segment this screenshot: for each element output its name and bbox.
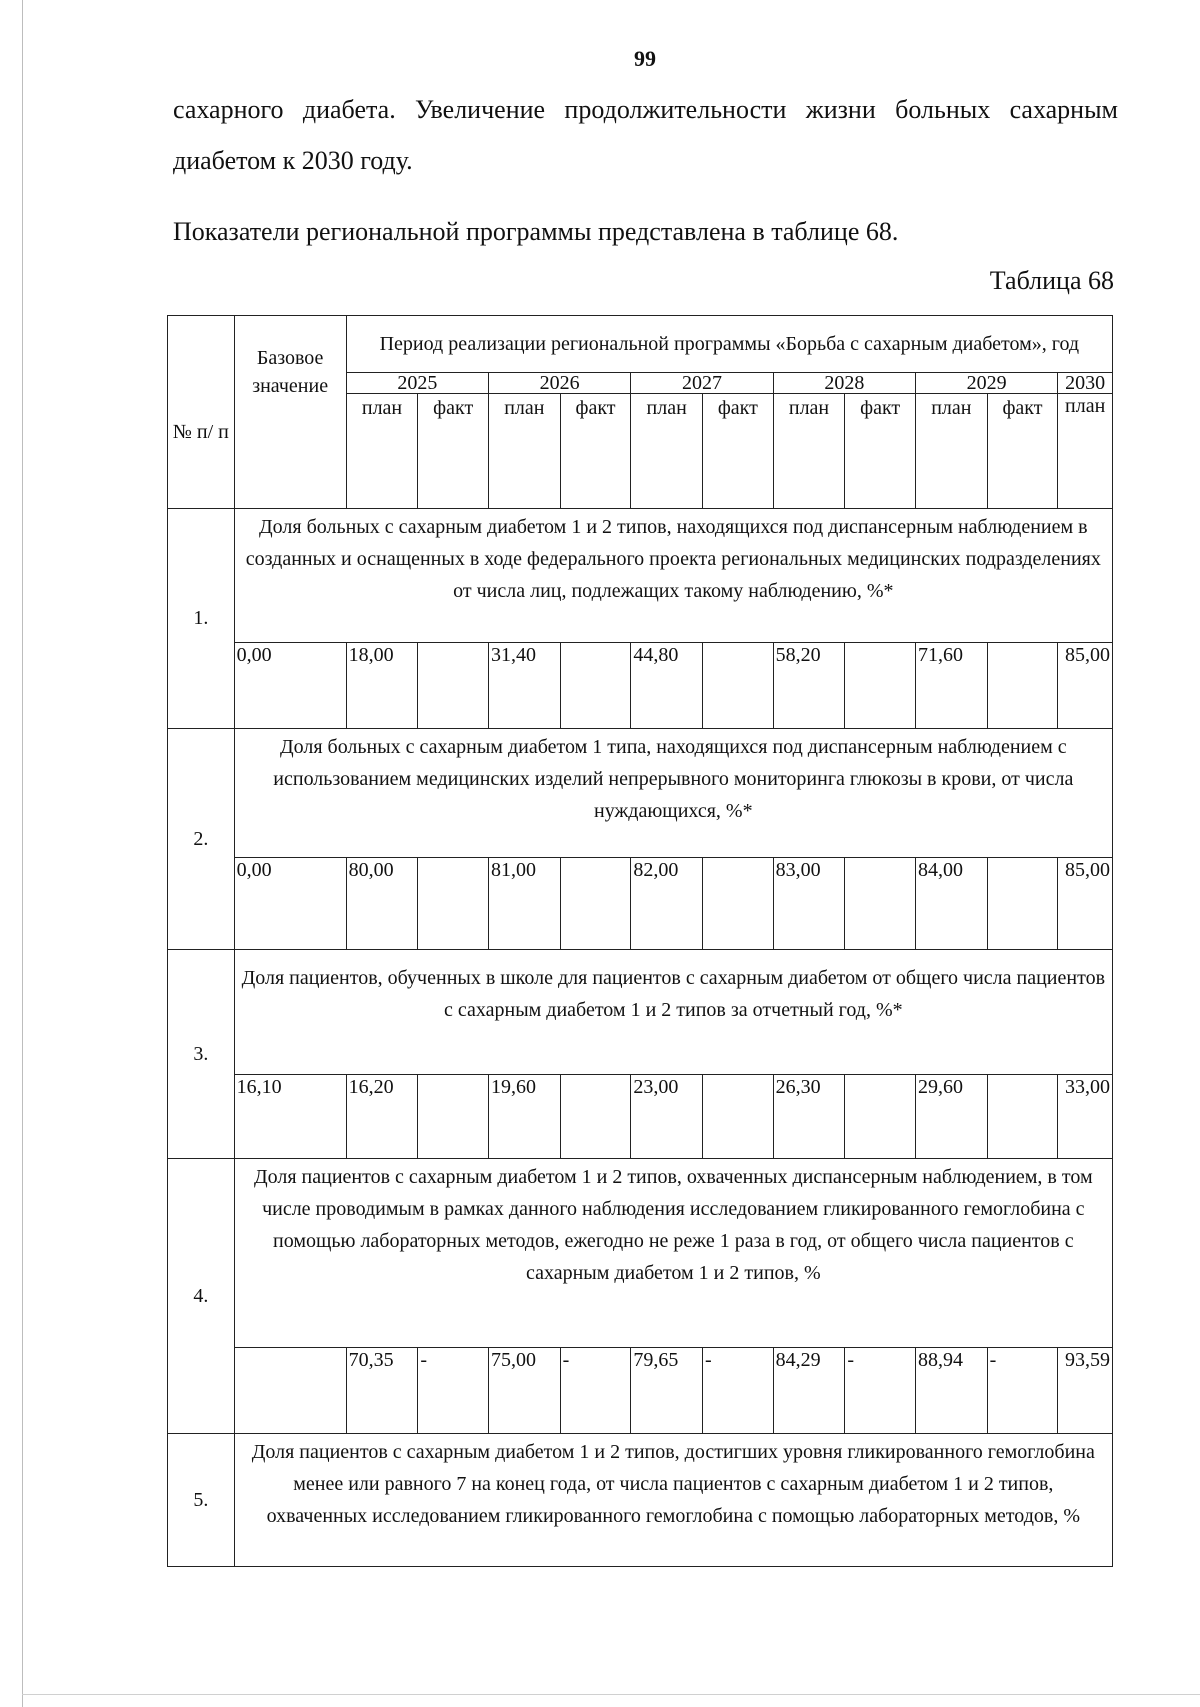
- value-cell: [703, 1075, 774, 1159]
- plan-label: план: [773, 394, 845, 509]
- value-cell: [987, 1075, 1058, 1159]
- indicators-table: [167, 315, 1113, 1567]
- value-cell: 58,20: [773, 643, 845, 729]
- value-cell: -: [845, 1348, 916, 1434]
- intro-paragraph: сахарного диабета. Увеличение продолжительности жизни больных сахарным диабетом к 2030 году.: [173, 95, 1118, 175]
- plan-label: план: [489, 394, 561, 509]
- value-cell: 85,00: [1058, 858, 1113, 950]
- indicator-4-values-row: [168, 1348, 1113, 1434]
- value-cell: [560, 643, 631, 729]
- indicator-1-description-row: [168, 509, 1113, 643]
- value-cell: [560, 1075, 631, 1159]
- value-cell: 71,60: [915, 643, 987, 729]
- value-cell: 16,20: [346, 1075, 418, 1159]
- indicator-3-values-row: [168, 1075, 1113, 1159]
- year-2030: 2030: [1058, 373, 1113, 394]
- header-period: Период реализации региональной программы «Борьба с сахарным диабетом», год: [346, 316, 1112, 373]
- value-cell: [987, 643, 1058, 729]
- value-cell: 29,60: [915, 1075, 987, 1159]
- value-cell: 88,94: [915, 1348, 987, 1434]
- year-2026: 2026: [489, 373, 631, 394]
- indicator-2-description-row: [168, 729, 1113, 858]
- year-2027: 2027: [631, 373, 773, 394]
- fact-label: факт: [845, 394, 916, 509]
- indicator-description: Доля пациентов с сахарным диабетом 1 и 2 типов, охваченных диспансерным наблюдением, в том числе проводимым в рамках данного наблюдения исследованием гликированного гемоглобина с помощью лабораторных методов, ежегодно не реже 1 раза в год, от общего числа пациентов с сахарным диабетом 1 и 2 типов, %: [234, 1159, 1112, 1348]
- value-cell: [703, 643, 774, 729]
- value-cell: 70,35: [346, 1348, 418, 1434]
- value-cell: 75,00: [489, 1348, 561, 1434]
- value-cell: 81,00: [489, 858, 561, 950]
- scan-bottom-line: [22, 1694, 1200, 1695]
- indicator-description: Доля пациентов, обученных в школе для пациентов с сахарным диабетом от общего числа пациентов с сахарным диабетом 1 и 2 типов за отчетный год, %*: [234, 950, 1112, 1075]
- row-number: 2.: [168, 729, 235, 950]
- indicator-4-description-row: [168, 1159, 1113, 1348]
- fact-label: факт: [703, 394, 774, 509]
- fact-label: факт: [987, 394, 1058, 509]
- year-2028: 2028: [773, 373, 915, 394]
- indicator-5-description-row: [168, 1434, 1113, 1567]
- plan-label: план: [346, 394, 418, 509]
- table-caption: Таблица 68: [989, 266, 1114, 295]
- base-value-cell: 0,00: [234, 858, 346, 950]
- indicator-1-values-row: [168, 643, 1113, 729]
- header-number: № п/ п: [168, 316, 235, 509]
- value-cell: 44,80: [631, 643, 703, 729]
- row-number: 5.: [168, 1434, 235, 1567]
- value-cell: -: [987, 1348, 1058, 1434]
- table-reference-paragraph: Показатели региональной программы представлена в таблице 68.: [173, 217, 899, 246]
- scan-margin-line: [22, 0, 23, 1707]
- indicator-description: Доля больных с сахарным диабетом 1 типа, находящихся под диспансерным наблюдением с использованием медицинских изделий непрерывного мониторинга глюкозы в крови, от числа нуждающихся, %*: [234, 729, 1112, 858]
- value-cell: [987, 858, 1058, 950]
- indicator-description: Доля пациентов с сахарным диабетом 1 и 2 типов, достигших уровня гликированного гемоглобина менее или равного 7 на конец года, от числа пациентов с сахарным диабетом 1 и 2 типов, охваченных исследованием гликированного гемоглобина с помощью лабораторных методов, %: [234, 1434, 1112, 1567]
- indicator-3-description-row: [168, 950, 1113, 1075]
- plan-label: план: [631, 394, 703, 509]
- plan-label-2030: план: [1058, 394, 1113, 509]
- value-cell: -: [560, 1348, 631, 1434]
- base-value-cell: 16,10: [234, 1075, 346, 1159]
- indicator-description: Доля больных с сахарным диабетом 1 и 2 типов, находящихся под диспансерным наблюдением в созданных и оснащенных в ходе федерального проекта региональных медицинских подразделениях от числа лиц, подлежащих такому наблюдению, %*: [234, 509, 1112, 643]
- value-cell: [703, 858, 774, 950]
- value-cell: 23,00: [631, 1075, 703, 1159]
- value-cell: -: [703, 1348, 774, 1434]
- indicator-2-values-row: [168, 858, 1113, 950]
- value-cell: 85,00: [1058, 643, 1113, 729]
- fact-label: факт: [418, 394, 489, 509]
- value-cell: [418, 643, 489, 729]
- year-2025: 2025: [346, 373, 488, 394]
- value-cell: 84,29: [773, 1348, 845, 1434]
- value-cell: [418, 858, 489, 950]
- value-cell: [845, 858, 916, 950]
- year-2029: 2029: [915, 373, 1057, 394]
- row-number: 3.: [168, 950, 235, 1159]
- value-cell: 31,40: [489, 643, 561, 729]
- row-number: 1.: [168, 509, 235, 729]
- value-cell: 79,65: [631, 1348, 703, 1434]
- base-value-cell: 0,00: [234, 643, 346, 729]
- value-cell: [845, 1075, 916, 1159]
- value-cell: [418, 1075, 489, 1159]
- value-cell: 33,00: [1058, 1075, 1113, 1159]
- row-number: 4.: [168, 1159, 235, 1434]
- value-cell: [845, 643, 916, 729]
- value-cell: 82,00: [631, 858, 703, 950]
- value-cell: [560, 858, 631, 950]
- value-cell: 84,00: [915, 858, 987, 950]
- plan-label: план: [915, 394, 987, 509]
- header-row-period: [168, 316, 1113, 373]
- value-cell: 83,00: [773, 858, 845, 950]
- value-cell: 93,59: [1058, 1348, 1113, 1434]
- value-cell: 26,30: [773, 1075, 845, 1159]
- header-base-value: Базовое значение: [234, 316, 346, 509]
- value-cell: 80,00: [346, 858, 418, 950]
- fact-label: факт: [560, 394, 631, 509]
- page-number: 99: [634, 46, 656, 71]
- value-cell: 19,60: [489, 1075, 561, 1159]
- value-cell: 18,00: [346, 643, 418, 729]
- base-value-cell: [234, 1348, 346, 1434]
- value-cell: -: [418, 1348, 489, 1434]
